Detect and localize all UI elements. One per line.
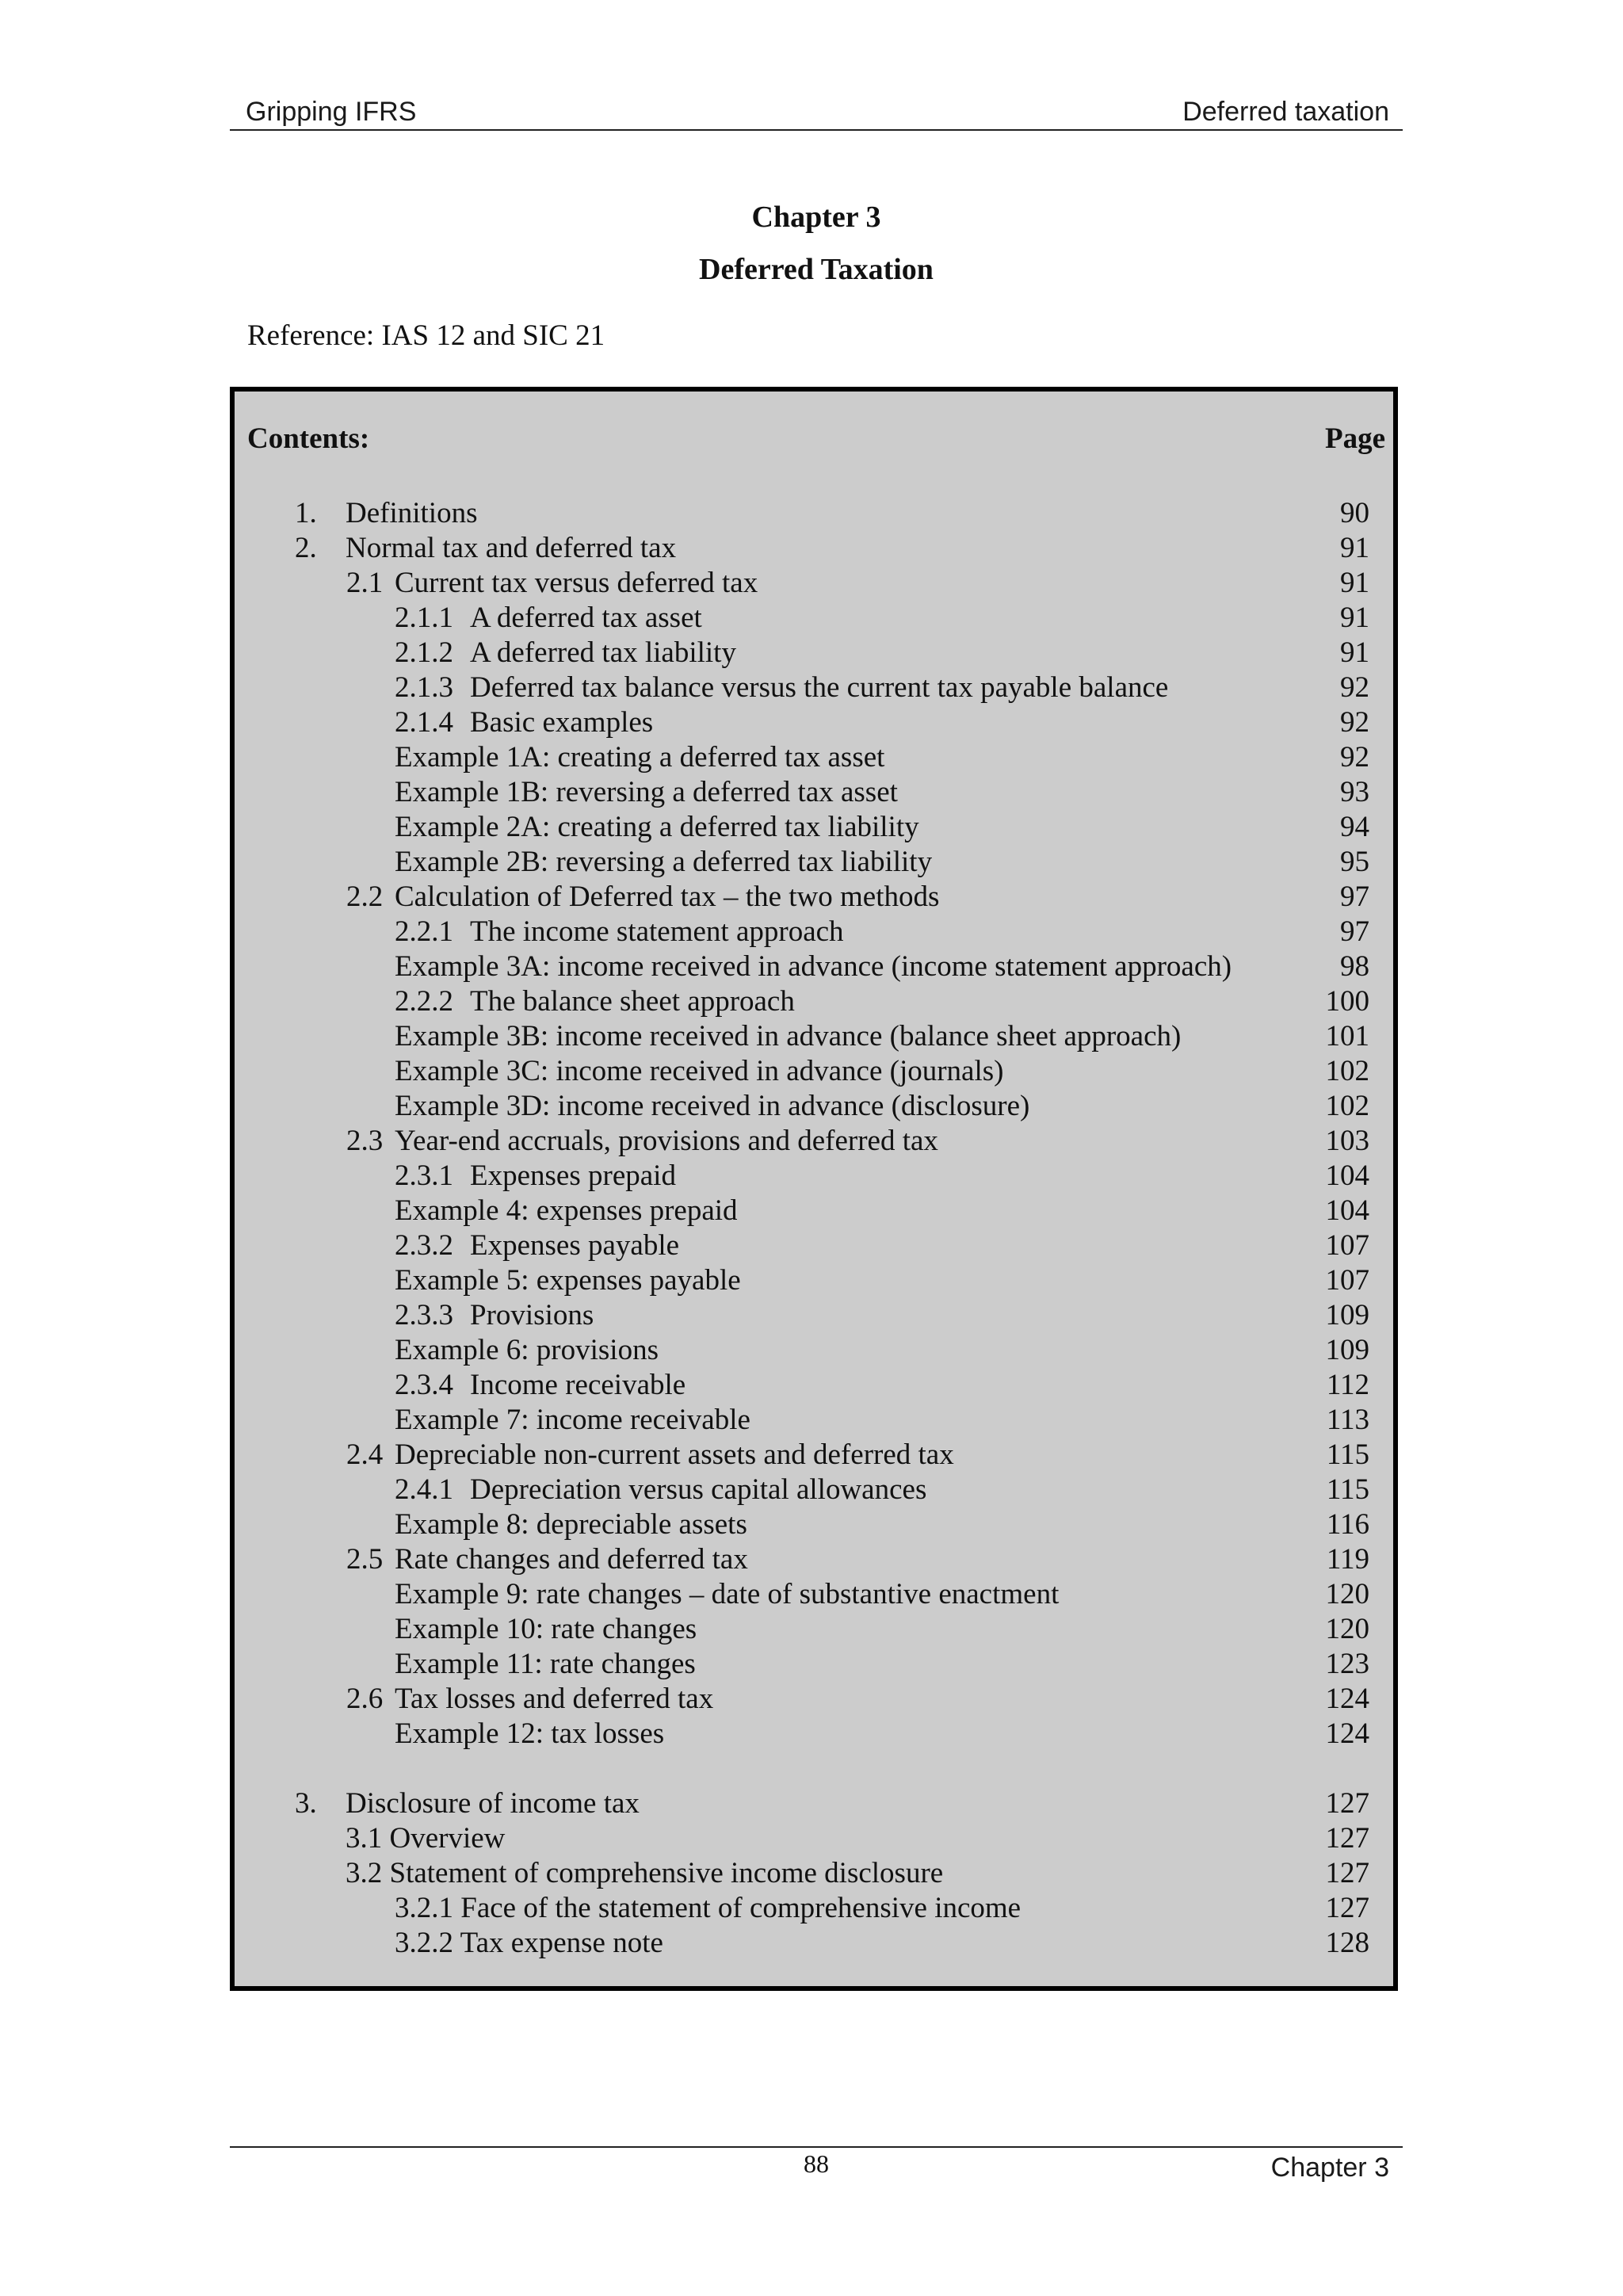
- toc-entry-title: Disclosure of income tax: [346, 1787, 640, 1820]
- toc-entry-number: 1.: [295, 497, 317, 529]
- toc-entry-title: Normal tax and deferred tax: [346, 532, 677, 564]
- toc-entry: [0, 1089, 1623, 1124]
- toc-entry: [0, 670, 1623, 705]
- toc-entry-title: Example 8: depreciable assets: [395, 1508, 747, 1541]
- toc-entry-number: 2.: [295, 532, 317, 564]
- page-number: 88: [804, 2149, 829, 2178]
- toc-entry: [0, 1926, 1623, 1961]
- toc-entry: [0, 1194, 1623, 1228]
- toc-entry-page: 120: [1325, 1613, 1369, 1645]
- toc-entry-page: 127: [1325, 1822, 1369, 1855]
- toc-entry-title: Example 11: rate changes: [395, 1648, 696, 1680]
- toc-entry-page: 91: [1340, 636, 1369, 669]
- toc-entry: [0, 1159, 1623, 1194]
- toc-entry-number: 2.3.4: [395, 1369, 453, 1401]
- toc-entry-number: 2.3.2: [395, 1229, 453, 1262]
- toc-entry-number: 2.4: [346, 1438, 384, 1471]
- toc-entry: [0, 845, 1623, 880]
- header-rule: [230, 129, 1403, 131]
- toc-entry-number: 2.4.1: [395, 1473, 453, 1506]
- toc-entry-page: 113: [1326, 1404, 1369, 1436]
- toc-entry: [0, 1577, 1623, 1612]
- toc-entry-number: 2.1: [346, 567, 384, 599]
- toc-entry-page: 98: [1340, 950, 1369, 983]
- toc-entry: [0, 949, 1623, 984]
- toc-entry-title: Example 12: tax losses: [395, 1717, 665, 1750]
- toc-entry-title: Example 1B: reversing a deferred tax asset: [395, 776, 898, 808]
- toc-entry: [0, 705, 1623, 740]
- toc-entry-title: 3.2.2 Tax expense note: [395, 1927, 663, 1959]
- toc-entry-number: 2.1.4: [395, 706, 453, 739]
- toc-entry: [0, 1054, 1623, 1089]
- toc-entry-title: Example 5: expenses payable: [395, 1264, 741, 1297]
- toc-entry-page: 123: [1325, 1648, 1369, 1680]
- toc-entry: [0, 566, 1623, 601]
- toc-entry-title: Calculation of Deferred tax – the two methods: [395, 881, 940, 913]
- toc-entry: [0, 531, 1623, 566]
- toc-entry-title: Depreciable non-current assets and deferred tax: [395, 1438, 954, 1471]
- running-header-right: Deferred taxation: [1182, 97, 1389, 127]
- toc-entry-title: The income statement approach: [470, 915, 844, 948]
- toc-entry: [0, 810, 1623, 845]
- toc-entry: [0, 1403, 1623, 1438]
- contents-heading: Contents:: [247, 422, 370, 455]
- toc-entry-page: 93: [1340, 776, 1369, 808]
- reference-line: Reference: IAS 12 and SIC 21: [247, 319, 605, 352]
- toc-entry-page: 120: [1325, 1578, 1369, 1610]
- toc-entry-page: 95: [1340, 846, 1369, 878]
- toc-entry: [0, 1298, 1623, 1333]
- toc-entry-title: 3.2 Statement of comprehensive income disclosure: [346, 1857, 944, 1889]
- running-header-left: Gripping IFRS: [246, 97, 417, 127]
- toc-entry: [0, 1473, 1623, 1507]
- toc-entry-title: 3.2.1 Face of the statement of comprehensive income: [395, 1892, 1022, 1924]
- toc-entry-number: 2.2: [346, 881, 384, 913]
- toc-entry-page: 102: [1325, 1055, 1369, 1087]
- toc-entry-number: 2.2.2: [395, 985, 453, 1018]
- toc-entry: [0, 1368, 1623, 1403]
- toc-entry-title: Expenses prepaid: [470, 1159, 676, 1192]
- page-column-heading: Page: [1324, 422, 1385, 455]
- toc-entry-title: Depreciation versus capital allowances: [470, 1473, 927, 1506]
- toc-entry-number: 2.3.1: [395, 1159, 453, 1192]
- toc-entry: [0, 636, 1623, 670]
- toc-entry-number: 2.3.3: [395, 1299, 453, 1331]
- toc-entry-title: Example 6: provisions: [395, 1334, 659, 1366]
- toc-entry-title: Example 2B: reversing a deferred tax liability: [395, 846, 933, 878]
- toc-entry-title: Example 3A: income received in advance (income statement approach): [395, 950, 1232, 983]
- toc-entry-title: Deferred tax balance versus the current tax payable balance: [470, 671, 1169, 704]
- toc-entry-title: Example 3D: income received in advance (disclosure): [395, 1090, 1030, 1122]
- toc-entry-number: 2.1.3: [395, 671, 453, 704]
- toc-entry-title: Example 9: rate changes – date of substantive enactment: [395, 1578, 1060, 1610]
- toc-entry-page: 107: [1325, 1229, 1369, 1262]
- toc-entry-title: Example 10: rate changes: [395, 1613, 697, 1645]
- toc-entry-number: 2.5: [346, 1543, 384, 1576]
- toc-entry-page: 115: [1326, 1438, 1369, 1471]
- toc-entry-page: 109: [1325, 1299, 1369, 1331]
- toc-entry-title: Example 2A: creating a deferred tax liability: [395, 811, 919, 843]
- toc-entry: [0, 1542, 1623, 1577]
- toc-entry: [0, 1507, 1623, 1542]
- toc-entry-title: Example 1A: creating a deferred tax asset: [395, 741, 885, 774]
- toc-entry-page: 127: [1325, 1857, 1369, 1889]
- toc-entry: [0, 1019, 1623, 1054]
- toc-entry-page: 104: [1325, 1194, 1369, 1227]
- toc-entry-title: Year-end accruals, provisions and deferred tax: [395, 1125, 938, 1157]
- toc-entry: [0, 1786, 1623, 1821]
- toc-entry-title: Basic examples: [470, 706, 654, 739]
- toc-entry-page: 102: [1325, 1090, 1369, 1122]
- toc-entry-page: 115: [1326, 1473, 1369, 1506]
- toc-entry: [0, 1612, 1623, 1647]
- chapter-number: Chapter 3: [751, 201, 881, 234]
- toc-entry-page: 92: [1340, 671, 1369, 704]
- toc-entry: [0, 984, 1623, 1019]
- toc-entry: [0, 1647, 1623, 1682]
- toc-entry-title: The balance sheet approach: [470, 985, 795, 1018]
- footer-rule: [230, 2146, 1403, 2148]
- toc-entry: [0, 601, 1623, 636]
- toc-entry-title: Current tax versus deferred tax: [395, 567, 758, 599]
- toc-entry-number: 2.1.1: [395, 602, 453, 634]
- toc-entry-number: 2.3: [346, 1125, 384, 1157]
- toc-entry: [0, 1717, 1623, 1752]
- toc-entry-page: 124: [1325, 1683, 1369, 1715]
- toc-entry: [0, 1124, 1623, 1159]
- toc-entry-title: A deferred tax liability: [470, 636, 736, 669]
- toc-entry-page: 104: [1325, 1159, 1369, 1192]
- toc-entry-page: 97: [1340, 915, 1369, 948]
- toc-entry-page: 91: [1340, 602, 1369, 634]
- toc-entry-title: Example 3C: income received in advance (journals): [395, 1055, 1004, 1087]
- toc-entry-title: 3.1 Overview: [346, 1822, 506, 1855]
- toc-entry-page: 103: [1325, 1125, 1369, 1157]
- toc-entry: [0, 1856, 1623, 1891]
- toc-entry-title: Tax losses and deferred tax: [395, 1683, 714, 1715]
- toc-entry-page: 91: [1340, 567, 1369, 599]
- running-footer-chapter: Chapter 3: [1270, 2153, 1389, 2183]
- toc-entry-page: 124: [1325, 1717, 1369, 1750]
- toc-entry-number: 2.6: [346, 1683, 384, 1715]
- toc-entry: [0, 740, 1623, 775]
- toc-entry: [0, 880, 1623, 915]
- chapter-title: Deferred Taxation: [699, 253, 934, 286]
- toc-entry-page: 92: [1340, 741, 1369, 774]
- toc-entry-title: A deferred tax asset: [470, 602, 702, 634]
- toc-entry: [0, 1263, 1623, 1298]
- toc-entry: [0, 1682, 1623, 1717]
- toc-entry-number: 2.2.1: [395, 915, 453, 948]
- toc-entry-title: Definitions: [346, 497, 478, 529]
- toc-entry-page: 92: [1340, 706, 1369, 739]
- toc-entry-page: 127: [1325, 1892, 1369, 1924]
- toc-entry-title: Income receivable: [470, 1369, 686, 1401]
- toc-entry-page: 127: [1325, 1787, 1369, 1820]
- toc-entry-page: 119: [1326, 1543, 1369, 1576]
- toc-entry: [0, 1438, 1623, 1473]
- toc-entry-page: 112: [1326, 1369, 1369, 1401]
- toc-entry-page: 91: [1340, 532, 1369, 564]
- toc-entry-number: 2.1.2: [395, 636, 453, 669]
- toc-entry: [0, 775, 1623, 810]
- toc-entry-number: 3.: [295, 1787, 317, 1820]
- toc-entry-page: 128: [1325, 1927, 1369, 1959]
- toc-entry: [0, 1821, 1623, 1856]
- toc-entry: [0, 1333, 1623, 1368]
- toc-entry-page: 100: [1325, 985, 1369, 1018]
- toc-entry-page: 94: [1340, 811, 1369, 843]
- toc-entry-page: 109: [1325, 1334, 1369, 1366]
- toc-entry-title: Example 4: expenses prepaid: [395, 1194, 738, 1227]
- toc-entry: [0, 496, 1623, 531]
- toc-entry-title: Rate changes and deferred tax: [395, 1543, 748, 1576]
- toc-entry: [0, 1891, 1623, 1926]
- toc-entry: [0, 1228, 1623, 1263]
- toc-entry-title: Expenses payable: [470, 1229, 680, 1262]
- toc-entry-page: 97: [1340, 881, 1369, 913]
- toc-entry-title: Example 7: income receivable: [395, 1404, 750, 1436]
- toc-entry-title: Provisions: [470, 1299, 594, 1331]
- toc-entry-page: 101: [1325, 1020, 1369, 1052]
- toc-entry-title: Example 3B: income received in advance (balance sheet approach): [395, 1020, 1182, 1052]
- toc-entry: [0, 915, 1623, 949]
- toc-entry-page: 107: [1325, 1264, 1369, 1297]
- toc-entry-page: 116: [1326, 1508, 1369, 1541]
- toc-entry-page: 90: [1340, 497, 1369, 529]
